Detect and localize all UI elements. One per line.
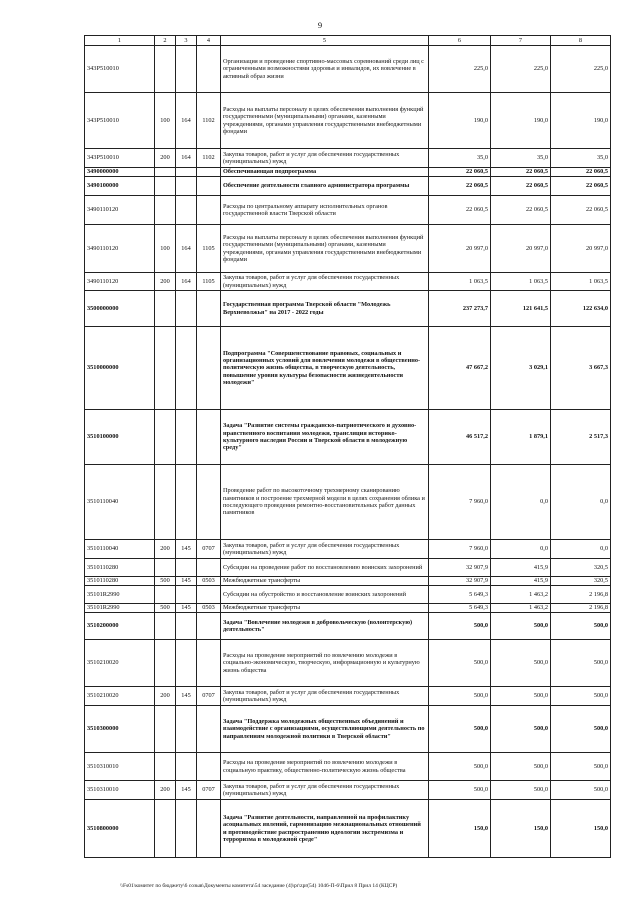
- description-cell: Задача "Развитие деятельности, направленной на профилактику асоциальных явлений, гармонизацию межнациональных отношений и противодействие распространению идеологии экстремизма и терроризма в молодежной среде": [221, 800, 429, 858]
- description-cell: Закупка товаров, работ и услуг для обеспечения государственных (муниципальных) нужд: [221, 273, 429, 291]
- expense-type-cell: [155, 586, 176, 604]
- amount-year1-cell: 500,0: [429, 640, 491, 687]
- description-cell: Проведение работ по высокоточному трехмерному сканированию памятников и построение трехмерной модели в целях сохранения облика и последующего проведения ремонтно-восстановительных работ данных памятников: [221, 465, 429, 540]
- amount-year3-cell: 22 060,5: [551, 177, 611, 196]
- file-path-footer: \\Fs01\комитет по бюджету\6 созыв\Документы комитета\54 заседание (4)\pr\zpr(54) 1046-П-6\Прил 8 Прил 14 (КЦСР): [120, 883, 398, 889]
- amount-year1-cell: 500,0: [429, 781, 491, 800]
- column-header: 1: [85, 36, 155, 46]
- table-row: [85, 577, 611, 586]
- table-row: [85, 640, 611, 687]
- budget-code-cell: 3510110280: [85, 577, 155, 586]
- description-cell: Расходы по центральному аппарату исполнительных органов государственной власти Тверской области: [221, 196, 429, 225]
- column-header: 3: [176, 36, 197, 46]
- budget-code-cell: 3510000000: [85, 327, 155, 410]
- description-cell: Расходы на выплаты персоналу в целях обеспечения выполнения функций государственными (муниципальными) органами, казенными учреждениями, органами управления государственными внебюджетными фондами: [221, 93, 429, 149]
- description-cell: Межбюджетные трансферты: [221, 604, 429, 613]
- amount-year2-cell: 0,0: [491, 465, 551, 540]
- amount-year3-cell: 500,0: [551, 687, 611, 706]
- amount-year3-cell: 35,0: [551, 149, 611, 168]
- description-cell: Закупка товаров, работ и услуг для обеспечения государственных (муниципальных) нужд: [221, 781, 429, 800]
- amount-year1-cell: 500,0: [429, 613, 491, 640]
- budget-code-cell: 3510110040: [85, 465, 155, 540]
- amount-year3-cell: 1 063,5: [551, 273, 611, 291]
- amount-year3-cell: 500,0: [551, 706, 611, 753]
- section-code-cell: 1105: [197, 273, 221, 291]
- column-header: 2: [155, 36, 176, 46]
- expense-type-cell: [155, 753, 176, 781]
- expense-type-cell: [155, 168, 176, 177]
- amount-year3-cell: 22 060,5: [551, 168, 611, 177]
- expense-type-cell: 200: [155, 687, 176, 706]
- budget-code-cell: 3490110120: [85, 196, 155, 225]
- amount-year3-cell: 22 060,5: [551, 196, 611, 225]
- budget-code-cell: 3510110040: [85, 540, 155, 559]
- expense-type-cell: [155, 465, 176, 540]
- amount-year3-cell: 500,0: [551, 781, 611, 800]
- description-cell: Расходы на проведение мероприятий по вовлечению молодежи в социальную практику, общественно-политическую жизнь общества: [221, 753, 429, 781]
- amount-year1-cell: 46 517,2: [429, 410, 491, 465]
- amount-year1-cell: 22 060,5: [429, 177, 491, 196]
- admin-code-cell: 145: [176, 577, 197, 586]
- description-cell: Закупка товаров, работ и услуг для обеспечения государственных (муниципальных) нужд: [221, 687, 429, 706]
- budget-code-cell: 3510210020: [85, 687, 155, 706]
- description-cell: Государственная программа Тверской области "Молодежь Верхневолжья" на 2017 - 2022 годы: [221, 291, 429, 327]
- table-row: [85, 46, 611, 93]
- description-cell: Расходы на выплаты персоналу в целях обеспечения выполнения функций государственными (муниципальными) органами, казенными учреждениями, органами управления государственными внебюджетными фондами: [221, 225, 429, 273]
- amount-year1-cell: 5 649,3: [429, 586, 491, 604]
- description-cell: Обеспечение деятельности главного администратора программы: [221, 177, 429, 196]
- admin-code-cell: [176, 706, 197, 753]
- admin-code-cell: [176, 177, 197, 196]
- amount-year1-cell: 150,0: [429, 800, 491, 858]
- amount-year3-cell: 225,0: [551, 46, 611, 93]
- budget-code-cell: 3510310010: [85, 781, 155, 800]
- amount-year2-cell: 500,0: [491, 781, 551, 800]
- table-row: [85, 168, 611, 177]
- description-cell: Закупка товаров, работ и услуг для обеспечения государственных (муниципальных) нужд: [221, 540, 429, 559]
- expense-type-cell: [155, 800, 176, 858]
- table-row: [85, 800, 611, 858]
- amount-year3-cell: 20 997,0: [551, 225, 611, 273]
- description-cell: Задача "Вовлечение молодежи в добровольческую (волонтерскую) деятельность": [221, 613, 429, 640]
- section-code-cell: [197, 177, 221, 196]
- amount-year2-cell: 20 997,0: [491, 225, 551, 273]
- admin-code-cell: [176, 640, 197, 687]
- amount-year1-cell: 500,0: [429, 687, 491, 706]
- budget-code-cell: 35101R2990: [85, 586, 155, 604]
- description-cell: Расходы на проведение мероприятий по вовлечению молодежи в социально-экономическую, творческую, информационную и культурную жизнь общества: [221, 640, 429, 687]
- amount-year3-cell: 2 196,8: [551, 604, 611, 613]
- expense-type-cell: [155, 291, 176, 327]
- amount-year2-cell: 3 029,1: [491, 327, 551, 410]
- amount-year2-cell: 0,0: [491, 540, 551, 559]
- budget-code-cell: 343Р510010: [85, 149, 155, 168]
- expense-type-cell: [155, 640, 176, 687]
- expense-type-cell: [155, 327, 176, 410]
- admin-code-cell: [176, 327, 197, 410]
- amount-year3-cell: 0,0: [551, 540, 611, 559]
- section-code-cell: [197, 327, 221, 410]
- admin-code-cell: [176, 410, 197, 465]
- admin-code-cell: [176, 586, 197, 604]
- table-row: [85, 781, 611, 800]
- description-cell: Обеспечивающая подпрограмма: [221, 168, 429, 177]
- amount-year3-cell: 2 196,8: [551, 586, 611, 604]
- budget-code-cell: 3510200000: [85, 613, 155, 640]
- column-header: 5: [221, 36, 429, 46]
- amount-year1-cell: 7 960,0: [429, 540, 491, 559]
- table-row: [85, 465, 611, 540]
- budget-code-cell: 35101R2990: [85, 604, 155, 613]
- budget-code-cell: 3490110120: [85, 225, 155, 273]
- admin-code-cell: 145: [176, 781, 197, 800]
- amount-year2-cell: 35,0: [491, 149, 551, 168]
- amount-year3-cell: 190,0: [551, 93, 611, 149]
- amount-year2-cell: 500,0: [491, 640, 551, 687]
- amount-year3-cell: 0,0: [551, 465, 611, 540]
- amount-year2-cell: 150,0: [491, 800, 551, 858]
- amount-year3-cell: 150,0: [551, 800, 611, 858]
- table-row: [85, 586, 611, 604]
- section-code-cell: 0503: [197, 577, 221, 586]
- section-code-cell: 0707: [197, 781, 221, 800]
- expense-type-cell: 100: [155, 225, 176, 273]
- admin-code-cell: 164: [176, 93, 197, 149]
- budget-code-cell: 3510800000: [85, 800, 155, 858]
- amount-year1-cell: 500,0: [429, 753, 491, 781]
- section-code-cell: [197, 465, 221, 540]
- budget-table: [84, 35, 611, 858]
- amount-year2-cell: 1 463,2: [491, 604, 551, 613]
- amount-year1-cell: 47 667,2: [429, 327, 491, 410]
- amount-year2-cell: 415,9: [491, 577, 551, 586]
- expense-type-cell: [155, 196, 176, 225]
- budget-code-cell: 343Р510010: [85, 46, 155, 93]
- expense-type-cell: [155, 559, 176, 577]
- section-code-cell: [197, 586, 221, 604]
- table-row: [85, 604, 611, 613]
- amount-year1-cell: 5 649,3: [429, 604, 491, 613]
- amount-year1-cell: 237 273,7: [429, 291, 491, 327]
- admin-code-cell: [176, 753, 197, 781]
- admin-code-cell: 145: [176, 604, 197, 613]
- amount-year2-cell: 225,0: [491, 46, 551, 93]
- table-row: [85, 196, 611, 225]
- amount-year3-cell: 2 517,3: [551, 410, 611, 465]
- admin-code-cell: [176, 168, 197, 177]
- expense-type-cell: 500: [155, 577, 176, 586]
- amount-year1-cell: 190,0: [429, 93, 491, 149]
- description-cell: Закупка товаров, работ и услуг для обеспечения государственных (муниципальных) нужд: [221, 149, 429, 168]
- section-code-cell: 1105: [197, 225, 221, 273]
- expense-type-cell: 100: [155, 93, 176, 149]
- table-row: [85, 559, 611, 577]
- amount-year2-cell: 500,0: [491, 687, 551, 706]
- table-row: [85, 540, 611, 559]
- amount-year2-cell: 22 060,5: [491, 177, 551, 196]
- column-header: 8: [551, 36, 611, 46]
- amount-year1-cell: 22 060,5: [429, 196, 491, 225]
- section-code-cell: [197, 559, 221, 577]
- amount-year3-cell: 320,5: [551, 577, 611, 586]
- expense-type-cell: 200: [155, 540, 176, 559]
- budget-code-cell: 3490100000: [85, 177, 155, 196]
- budget-code-cell: 3510300000: [85, 706, 155, 753]
- section-code-cell: [197, 753, 221, 781]
- section-code-cell: [197, 196, 221, 225]
- admin-code-cell: 164: [176, 149, 197, 168]
- column-header: 4: [197, 36, 221, 46]
- amount-year3-cell: 500,0: [551, 613, 611, 640]
- budget-code-cell: 3510310010: [85, 753, 155, 781]
- amount-year2-cell: 1 063,5: [491, 273, 551, 291]
- section-code-cell: [197, 168, 221, 177]
- section-code-cell: 1102: [197, 149, 221, 168]
- section-code-cell: 0503: [197, 604, 221, 613]
- admin-code-cell: 164: [176, 225, 197, 273]
- admin-code-cell: [176, 46, 197, 93]
- expense-type-cell: [155, 177, 176, 196]
- description-cell: Задача "Развитие системы гражданско-патриотического и духовно-нравственного воспитания молодежи, трансляция историко-культурного наследия России и Тверской области в молодежную среду": [221, 410, 429, 465]
- admin-code-cell: [176, 465, 197, 540]
- budget-code-cell: 3490000000: [85, 168, 155, 177]
- amount-year1-cell: 32 907,9: [429, 577, 491, 586]
- table-row: [85, 149, 611, 168]
- table-row: [85, 753, 611, 781]
- amount-year1-cell: 32 907,9: [429, 559, 491, 577]
- amount-year1-cell: 500,0: [429, 706, 491, 753]
- table-row: [85, 687, 611, 706]
- description-cell: Задача "Поддержка молодежных общественных объединений и взаимодействие с организациями, осуществляющими деятельность по направлениям молодежной политики в Тверской области": [221, 706, 429, 753]
- column-number-row: [85, 36, 611, 46]
- description-cell: Субсидии на обустройство и восстановление воинских захоронений: [221, 586, 429, 604]
- description-cell: Межбюджетные трансферты: [221, 577, 429, 586]
- description-cell: Подпрограмма "Совершенствование правовых, социальных и организационных условий для вовлечения молодежи в общественно-политическую жизнь общества, в творческую деятельность, повышение уровня культуры безопасности жизнедеятельности молодежи": [221, 327, 429, 410]
- table-row: [85, 225, 611, 273]
- amount-year2-cell: 190,0: [491, 93, 551, 149]
- admin-code-cell: [176, 800, 197, 858]
- admin-code-cell: 145: [176, 540, 197, 559]
- section-code-cell: [197, 46, 221, 93]
- amount-year3-cell: 320,5: [551, 559, 611, 577]
- amount-year2-cell: 415,9: [491, 559, 551, 577]
- admin-code-cell: [176, 291, 197, 327]
- expense-type-cell: [155, 613, 176, 640]
- budget-code-cell: 3490110120: [85, 273, 155, 291]
- amount-year2-cell: 1 463,2: [491, 586, 551, 604]
- budget-code-cell: 3510110280: [85, 559, 155, 577]
- admin-code-cell: 145: [176, 687, 197, 706]
- admin-code-cell: [176, 613, 197, 640]
- amount-year3-cell: 3 667,3: [551, 327, 611, 410]
- budget-code-cell: 3510100000: [85, 410, 155, 465]
- section-code-cell: [197, 706, 221, 753]
- expense-type-cell: 200: [155, 149, 176, 168]
- amount-year2-cell: 500,0: [491, 753, 551, 781]
- table-row: [85, 177, 611, 196]
- section-code-cell: 0707: [197, 540, 221, 559]
- admin-code-cell: [176, 559, 197, 577]
- section-code-cell: 1102: [197, 93, 221, 149]
- expense-type-cell: 200: [155, 781, 176, 800]
- admin-code-cell: [176, 196, 197, 225]
- expense-type-cell: [155, 410, 176, 465]
- section-code-cell: [197, 613, 221, 640]
- amount-year3-cell: 122 634,0: [551, 291, 611, 327]
- amount-year3-cell: 500,0: [551, 753, 611, 781]
- budget-code-cell: 3500000000: [85, 291, 155, 327]
- amount-year1-cell: 1 063,5: [429, 273, 491, 291]
- budget-code-cell: 3510210020: [85, 640, 155, 687]
- table-row: [85, 273, 611, 291]
- amount-year2-cell: 22 060,5: [491, 196, 551, 225]
- expense-type-cell: 200: [155, 273, 176, 291]
- table-row: [85, 706, 611, 753]
- amount-year1-cell: 35,0: [429, 149, 491, 168]
- amount-year1-cell: 7 960,0: [429, 465, 491, 540]
- amount-year3-cell: 500,0: [551, 640, 611, 687]
- section-code-cell: [197, 291, 221, 327]
- expense-type-cell: 500: [155, 604, 176, 613]
- page-number: 9: [317, 20, 323, 30]
- table-row: [85, 327, 611, 410]
- amount-year1-cell: 225,0: [429, 46, 491, 93]
- description-cell: Организация и проведение спортивно-массовых соревнований среди лиц с ограниченными возможностями здоровья и инвалидов, их вовлечение в активный образ жизни: [221, 46, 429, 93]
- table-row: [85, 291, 611, 327]
- amount-year1-cell: 22 060,5: [429, 168, 491, 177]
- admin-code-cell: 164: [176, 273, 197, 291]
- table-row: [85, 410, 611, 465]
- amount-year2-cell: 1 879,1: [491, 410, 551, 465]
- amount-year1-cell: 20 997,0: [429, 225, 491, 273]
- section-code-cell: [197, 640, 221, 687]
- budget-code-cell: 343Р510010: [85, 93, 155, 149]
- amount-year2-cell: 500,0: [491, 706, 551, 753]
- section-code-cell: [197, 800, 221, 858]
- amount-year2-cell: 22 060,5: [491, 168, 551, 177]
- table-row: [85, 613, 611, 640]
- amount-year2-cell: 500,0: [491, 613, 551, 640]
- section-code-cell: 0707: [197, 687, 221, 706]
- expense-type-cell: [155, 706, 176, 753]
- expense-type-cell: [155, 46, 176, 93]
- amount-year2-cell: 121 641,5: [491, 291, 551, 327]
- table-body: [85, 46, 611, 858]
- table-row: [85, 93, 611, 149]
- description-cell: Субсидии на проведение работ по восстановлению воинских захоронений: [221, 559, 429, 577]
- column-header: 6: [429, 36, 491, 46]
- column-header: 7: [491, 36, 551, 46]
- section-code-cell: [197, 410, 221, 465]
